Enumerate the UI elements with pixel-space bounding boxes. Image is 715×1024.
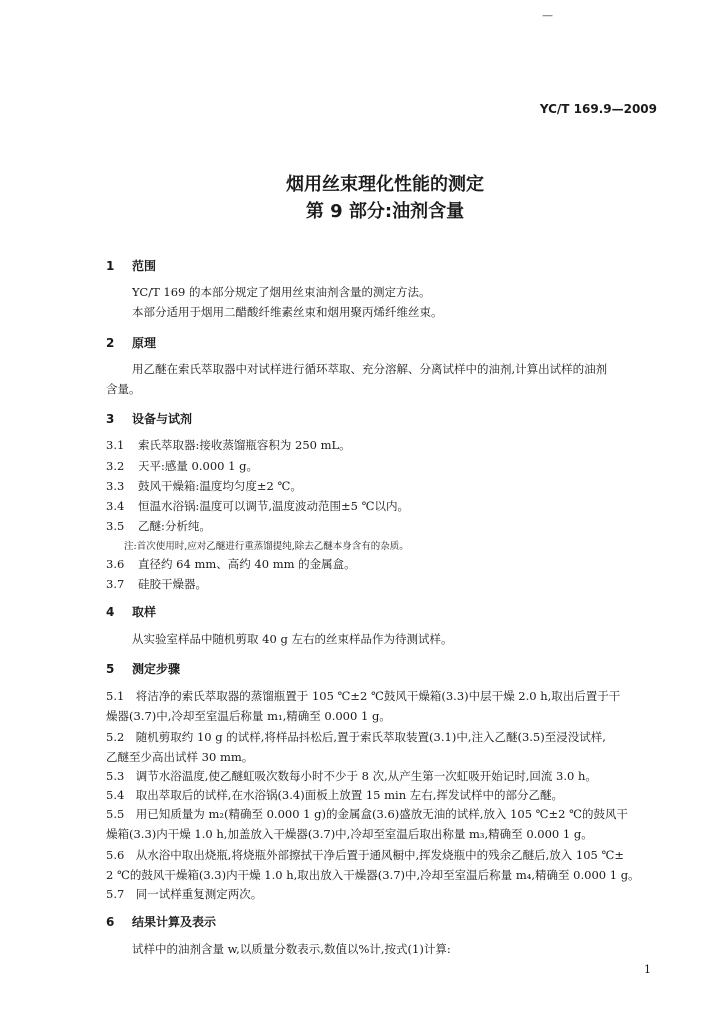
item-5-6-line-1: 5.6 从水浴中取出烧瓶,将烧瓶外部擦拭干净后置于通风橱中,挥发烧瓶中的残余乙醚后,放入 105 ℃± xyxy=(106,848,625,862)
section-1-heading: 1 范围 xyxy=(106,259,157,273)
item-5-1-line-1: 5.1 将洁净的索氏萃取器的蒸馏瓶置于 105 ℃±2 ℃鼓风干燥箱(3.3)中层干燥 2.0 h,取出后置于干 xyxy=(106,689,621,703)
section-1-para-1: YC/T 169 的本部分规定了烟用丝束油剂含量的测定方法。 xyxy=(132,285,431,299)
section-4-heading: 4 取样 xyxy=(106,605,157,619)
standard-code: YC/T 169.9—2009 xyxy=(539,102,657,116)
section-2-para-line-2: 含量。 xyxy=(106,382,141,396)
section-3-heading: 3 设备与试剂 xyxy=(106,412,193,426)
item-5-7: 5.7 同一试样重复测定两次。 xyxy=(106,887,263,901)
section-4-para-1: 从实验室样品中随机剪取 40 g 左右的丝束样品作为待测试样。 xyxy=(132,632,453,646)
item-3-6: 3.6 直径约 64 mm、高约 40 mm 的金属盒。 xyxy=(106,557,356,571)
section-5-heading: 5 测定步骤 xyxy=(106,662,181,676)
note-3-5: 注:首次使用时,应对乙醚进行重蒸馏提纯,除去乙醚本身含有的杂质。 xyxy=(124,541,409,552)
item-3-1: 3.1 索氏萃取器:接收蒸馏瓶容积为 250 mL。 xyxy=(106,438,351,452)
item-5-3: 5.3 调节水浴温度,使乙醚虹吸次数每小时不少于 8 次,从产生第一次虹吸开始记时,回流 3.0 h。 xyxy=(106,769,597,783)
item-3-7: 3.7 硅胶干燥器。 xyxy=(106,577,207,591)
item-3-3: 3.3 鼓风干燥箱:温度均匀度±2 ℃。 xyxy=(106,479,302,493)
item-3-4: 3.4 恒温水浴锅:温度可以调节,温度波动范围±5 ℃以内。 xyxy=(106,499,409,513)
section-6-heading: 6 结果计算及表示 xyxy=(106,915,217,929)
section-6-para-1: 试样中的油剂含量 w,以质量分数表示,数值以%计,按式(1)计算: xyxy=(132,942,451,956)
document-subtitle: 第 9 部分:油剂含量 xyxy=(305,201,465,222)
section-1-para-2: 本部分适用于烟用二醋酸纤维素丝束和烟用聚丙烯纤维丝束。 xyxy=(132,305,443,319)
item-5-5-line-2: 燥箱(3.3)内干燥 1.0 h,加盖放入干燥器(3.7)中,冷却至室温后取出称量 m₃,精确至 0.000 1 g。 xyxy=(106,827,593,841)
section-2-heading: 2 原理 xyxy=(106,336,157,350)
item-5-4: 5.4 取出萃取后的试样,在水浴锅(3.4)面板上放置 15 min 左右,挥发试样中的部分乙醚。 xyxy=(106,788,563,802)
header-mark: — xyxy=(542,9,553,22)
section-2-para-line-1: 用乙醚在索氏萃取器中对试样进行循环萃取、充分溶解、分离试样中的油剂,计算出试样的油剂 xyxy=(132,362,608,376)
item-5-2-line-1: 5.2 随机剪取约 10 g 的试样,将样品抖松后,置于索氏萃取装置(3.1)中,注入乙醚(3.5)至浸没试样, xyxy=(106,730,606,744)
item-3-2: 3.2 天平:感量 0.000 1 g。 xyxy=(106,459,258,473)
item-5-2-line-2: 乙醚至少高出试样 30 mm。 xyxy=(106,750,254,764)
item-5-1-line-2: 燥器(3.7)中,冷却至室温后称量 m₁,精确至 0.000 1 g。 xyxy=(106,709,391,723)
item-3-5: 3.5 乙醚:分析纯。 xyxy=(106,519,211,533)
document-title: 烟用丝束理化性能的测定 xyxy=(286,174,484,195)
page-number: 1 xyxy=(644,963,651,976)
item-5-5-line-1: 5.5 用已知质量为 m₂(精确至 0.000 1 g)的金属盒(3.6)盛放无油的试样,放入 105 ℃±2 ℃的鼓风干 xyxy=(106,807,629,821)
item-5-6-line-2: 2 ℃的鼓风干燥箱(3.3)内干燥 1.0 h,取出放入干燥器(3.7)中,冷却至室温后称量 m₄,精确至 0.000 1 g。 xyxy=(106,868,640,882)
